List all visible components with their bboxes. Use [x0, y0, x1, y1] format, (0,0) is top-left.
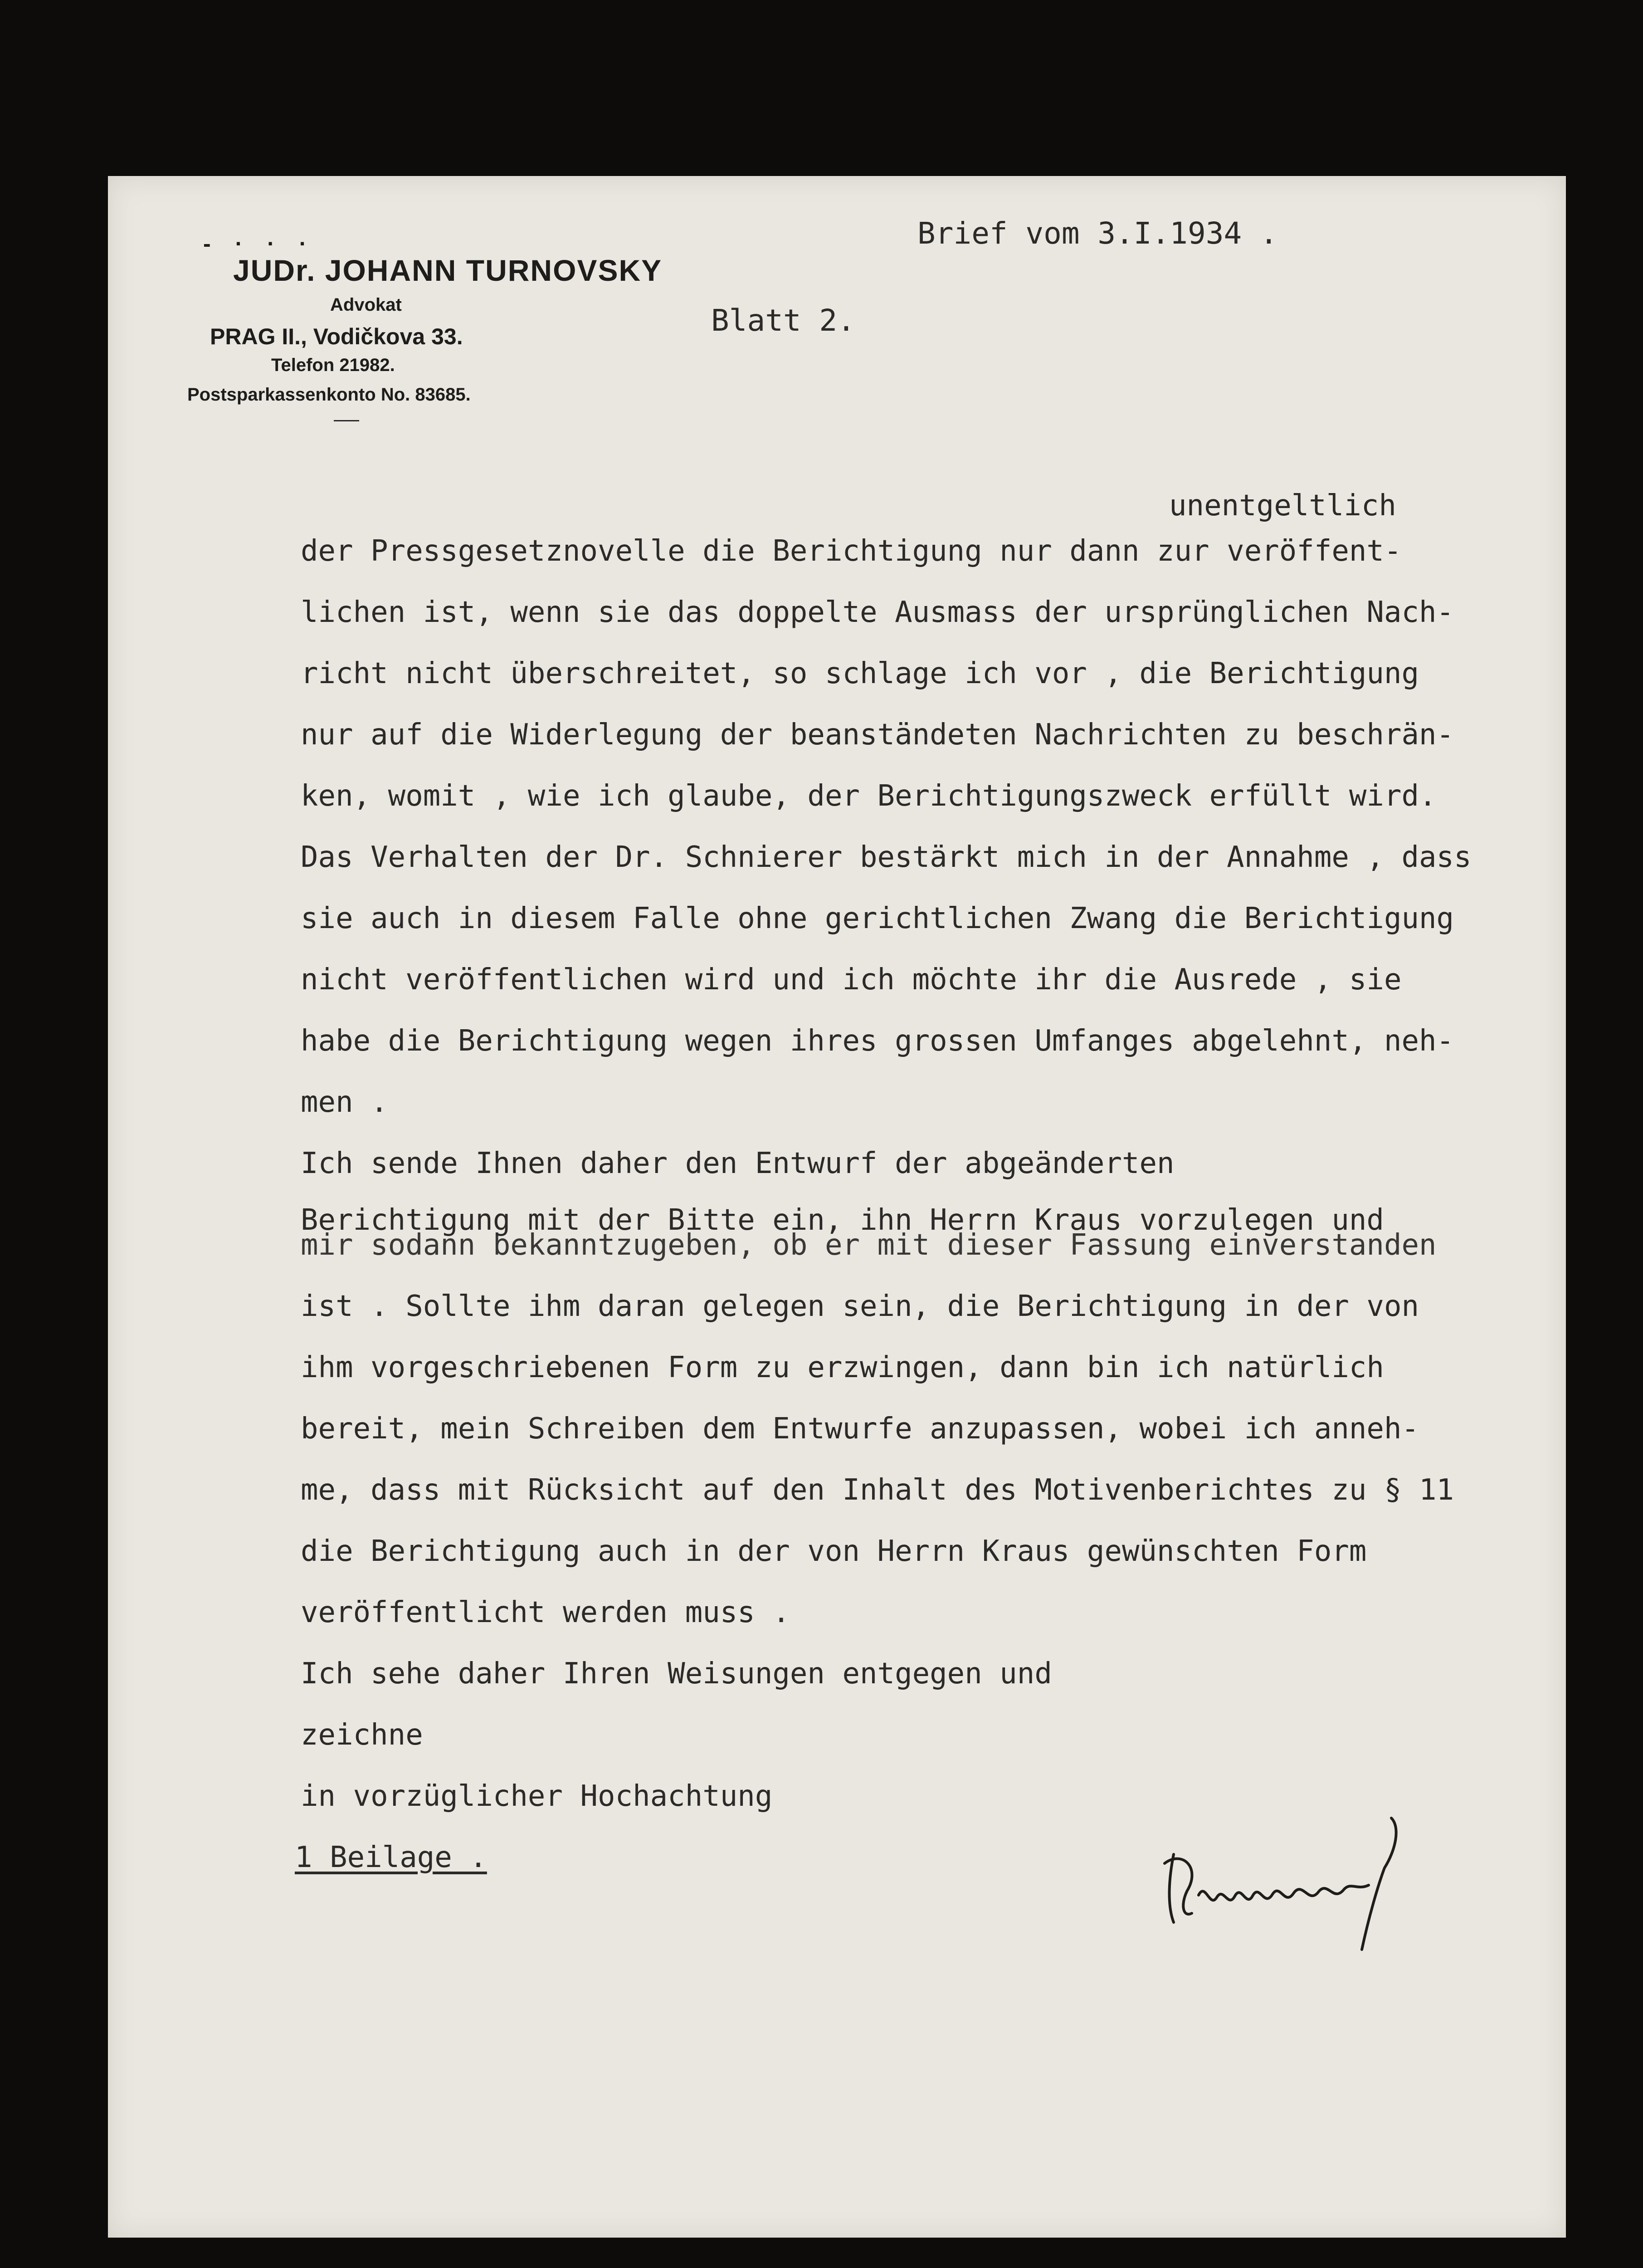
enclosure-note: 1 Beilage .	[295, 1841, 487, 1874]
body-line: ihm vorgeschriebenen Form zu erzwingen, dann bin ich natürlich	[301, 1351, 1384, 1384]
body-line: mir sodann bekanntzugeben, ob er mit dieser Fassung einverstanden	[301, 1228, 1437, 1262]
signature	[1155, 1800, 1409, 1954]
body-line: nur auf die Widerlegung der beanständeten Nachrichten zu beschrän-	[301, 718, 1454, 752]
body-line: Ich sehe daher Ihren Weisungen entgegen und	[301, 1657, 1052, 1691]
letterhead-postal-account: Postsparkassenkonto No. 83685.	[187, 385, 471, 405]
typed-insertion: unentgeltlich	[1169, 489, 1396, 523]
letterhead-dots: - · · ·	[203, 231, 316, 256]
body-line: die Berichtigung auch in der von Herrn Kraus gewünschten Form	[301, 1535, 1367, 1568]
body-line: habe die Berichtigung wegen ihres grossen Umfanges abgelehnt, neh-	[301, 1024, 1454, 1058]
body-line: Berichtigung mit der Bitte ein, ihn Herrn Kraus vorzulegen und	[301, 1203, 1384, 1237]
sheet-number: Blatt 2.	[711, 303, 855, 338]
body-line: veröffentlicht werden muss .	[301, 1596, 790, 1629]
letter-date: Brief vom 3.I.1934 .	[917, 216, 1278, 251]
body-line: men .	[301, 1085, 388, 1119]
body-line: Ich sende Ihnen daher den Entwurf der abgeänderten	[301, 1147, 1175, 1180]
body-line: zeichne	[301, 1718, 423, 1752]
body-line: lichen ist, wenn sie das doppelte Ausmass der ursprünglichen Nach-	[301, 596, 1454, 629]
body-line: ken, womit , wie ich glaube, der Berichtigungszweck erfüllt wird.	[301, 779, 1437, 813]
body-line: sie auch in diesem Falle ohne gerichtlichen Zwang die Berichtigung	[301, 902, 1454, 935]
letterhead-address: PRAG II., Vodičkova 33.	[210, 324, 463, 349]
letterhead-rule	[334, 420, 359, 421]
body-line: ist . Sollte ihm daran gelegen sein, die Berichtigung in der von	[301, 1290, 1419, 1323]
body-line: nicht veröffentlichen wird und ich möchte ihr die Ausrede , sie	[301, 963, 1402, 997]
letterhead-name: JUDr. JOHANN TURNOVSKY	[233, 254, 663, 287]
letter-page	[108, 176, 1566, 2238]
body-line: me, dass mit Rücksicht auf den Inhalt des Motivenberichtes zu § 11	[301, 1473, 1454, 1507]
letterhead-role: Advokat	[330, 295, 402, 315]
body-line: bereit, mein Schreiben dem Entwurfe anzupassen, wobei ich anneh-	[301, 1412, 1419, 1446]
closing-line: in vorzüglicher Hochachtung	[301, 1779, 773, 1813]
letterhead-telephone: Telefon 21982.	[271, 355, 395, 375]
body-line: der Pressgesetznovelle die Berichtigung nur dann zur veröffent-	[301, 534, 1402, 568]
body-line: Das Verhalten der Dr. Schnierer bestärkt mich in der Annahme , dass	[301, 841, 1472, 874]
body-line: richt nicht überschreitet, so schlage ich vor , die Berichtigung	[301, 657, 1419, 690]
